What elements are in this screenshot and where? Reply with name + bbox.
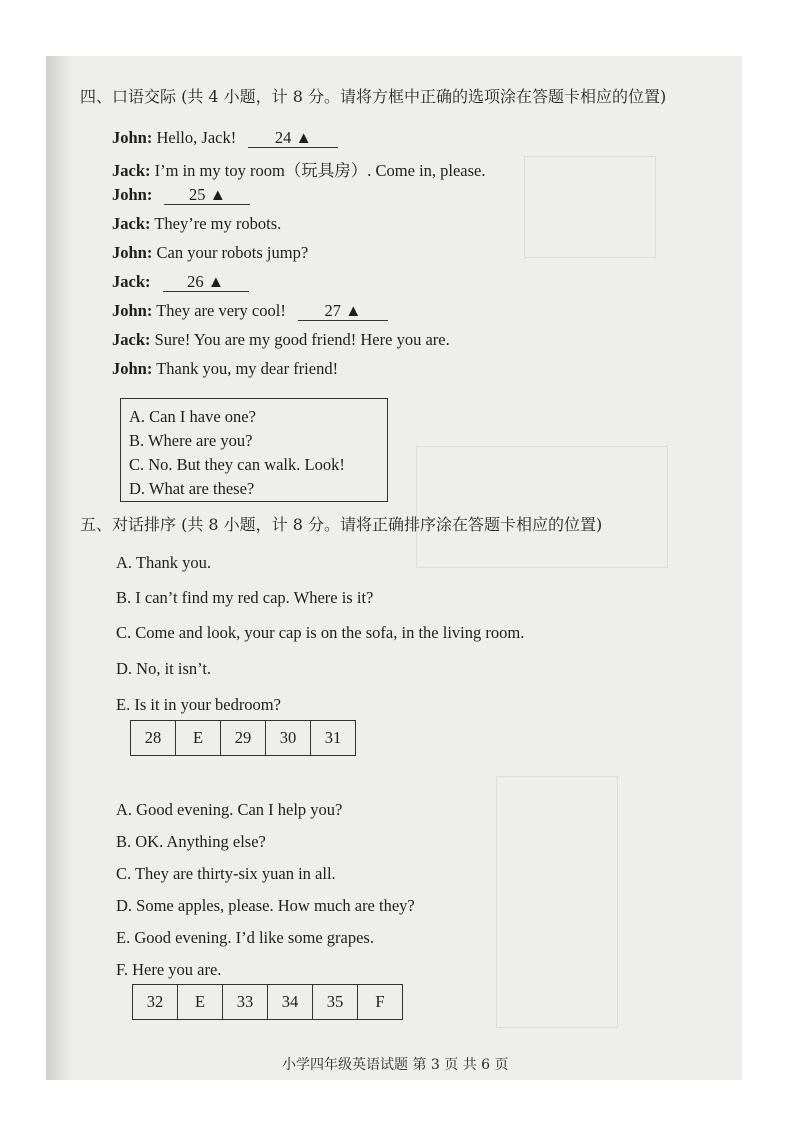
sort-line: C. They are thirty-six yuan in all.: [116, 864, 336, 883]
order-cell-28: 28: [131, 721, 176, 756]
dialogue-line-2: [112, 157, 486, 181]
speaker: Jack:: [112, 330, 151, 349]
speaker: John:: [112, 128, 153, 147]
section-5-title: 五、对话排序 (共 8 小题，计 8 分。请将正确排序涂在答题卡相应的位置): [80, 515, 603, 534]
line-text: They are very cool!: [156, 301, 286, 320]
sort-line: E. Good evening. I’d like some grapes.: [116, 928, 374, 947]
line-text: Can your robots jump?: [156, 243, 309, 262]
speaker: Jack:: [112, 161, 151, 180]
options-box: [120, 398, 388, 502]
speaker: John:: [112, 301, 153, 320]
sort-line: D. No, it isn’t.: [116, 659, 212, 678]
dialogue-line-4: [112, 214, 281, 234]
show-through-box: [496, 776, 618, 1028]
dialogue-line-8: [112, 330, 450, 350]
answer-blank-25: 25 ▲: [164, 186, 250, 205]
option-a: A. Can I have one?: [129, 407, 256, 426]
option-b: B. Where are you?: [129, 431, 253, 450]
order-cell-given: E: [176, 721, 221, 756]
dialogue-line-5: [112, 243, 308, 263]
show-through-box: [524, 156, 656, 258]
option-d: D. What are these?: [129, 479, 255, 498]
line-text: They’re my robots.: [154, 214, 282, 233]
speaker: John:: [112, 185, 153, 204]
speaker: John:: [112, 243, 153, 262]
sort-line: B. OK. Anything else?: [116, 832, 266, 851]
show-through-box: [416, 446, 668, 568]
order-cell-34: 34: [268, 985, 313, 1020]
answer-blank-26: 26 ▲: [163, 273, 249, 292]
order-cell-32: 32: [133, 985, 178, 1020]
sort-line: A. Good evening. Can I help you?: [116, 800, 343, 819]
sort-line: E. Is it in your bedroom?: [116, 695, 281, 714]
sort-line: D. Some apples, please. How much are they?: [116, 896, 415, 915]
speaker: John:: [112, 359, 153, 378]
order-cell-given: F: [358, 985, 403, 1020]
answer-blank-24: 24 ▲: [248, 129, 338, 148]
order-cell-29: 29: [221, 721, 266, 756]
sort-line: B. I can’t find my red cap. Where is it?: [116, 588, 374, 607]
order-cell-31: 31: [311, 721, 356, 756]
dialogue-line-1: [112, 128, 338, 148]
page-footer: 小学四年级英语试题 第 3 页 共 6 页: [282, 1057, 509, 1073]
section-4-title: 四、口语交际 (共 4 小题，计 8 分。请将方框中正确的选项涂在答题卡相应的位置): [80, 87, 667, 106]
speaker: Jack:: [112, 272, 151, 291]
order-table-2: [132, 984, 403, 1020]
order-cell-30: 30: [266, 721, 311, 756]
order-cell-given: E: [178, 985, 223, 1020]
line-text: Hello, Jack!: [156, 128, 237, 147]
order-cell-33: 33: [223, 985, 268, 1020]
line-text: Sure! You are my good friend! Here you are.: [154, 330, 450, 349]
sort-line: C. Come and look, your cap is on the sofa, in the living room.: [116, 623, 525, 642]
dialogue-line-6: [112, 272, 249, 292]
exam-page: [46, 56, 742, 1080]
option-c: C. No. But they can walk. Look!: [129, 455, 345, 474]
dialogue-line-7: [112, 301, 388, 321]
dialogue-line-9: [112, 359, 338, 379]
order-table-1: [130, 720, 356, 756]
sort-line: A. Thank you.: [116, 553, 212, 572]
line-text: Thank you, my dear friend!: [156, 359, 339, 378]
speaker: Jack:: [112, 214, 151, 233]
page-fold-shadow: [46, 56, 72, 1080]
order-cell-35: 35: [313, 985, 358, 1020]
sort-line: F. Here you are.: [116, 960, 222, 979]
line-text: I’m in my toy room（玩具房）. Come in, please.: [154, 161, 486, 180]
answer-blank-27: 27 ▲: [298, 302, 388, 321]
dialogue-line-3: [112, 185, 250, 205]
